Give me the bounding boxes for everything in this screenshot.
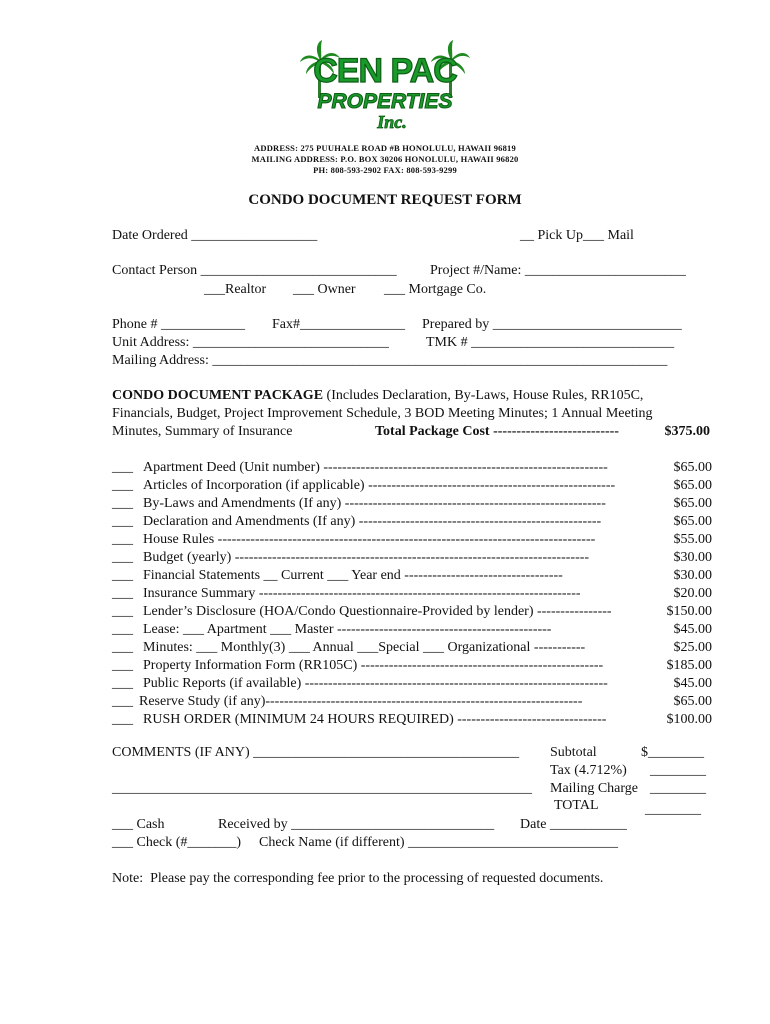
item-label: Financial Statements __ Current ___ Year end ---------------------------------- [143,568,563,583]
mortgage-option[interactable]: ___ Mortgage Co. [384,282,487,297]
check-name-field[interactable]: Check Name (if different) ______________________________ [259,835,619,850]
item-label: Minutes: ___ Monthly(3) ___ Annual ___Special ___ Organizational ----------- [143,640,586,655]
item-price: $65.00 [673,460,712,475]
package-total-label: Total Package Cost --------------------------- [375,424,619,439]
package-heading: CONDO DOCUMENT PACKAGE [112,388,324,403]
package-desc2: Financials, Budget, Project Improvement Schedule, 3 BOD Meeting Minutes; 1 Annual Meeting [112,406,653,421]
item-price: $65.00 [673,514,712,529]
mailing-charge-value[interactable]: ________ [650,781,706,796]
header-mailing: MAILING ADDRESS: P.O. BOX 30206 HONOLULU, HAWAII 96820 [251,154,519,164]
pickup-mail-option[interactable]: __ Pick Up___ Mail [520,228,634,243]
item-checkbox-blank[interactable]: ___ [112,658,133,673]
item-price: $65.00 [673,694,712,709]
item-price: $65.00 [673,478,712,493]
prepared-by-field[interactable]: Prepared by ___________________________ [422,317,682,332]
package-line1 [112,387,643,405]
item-checkbox-blank[interactable]: ___ [112,568,133,583]
header-address: ADDRESS: 275 PUUHALE ROAD #B HONOLULU, HAWAII 96819 [254,143,516,153]
item-checkbox-blank[interactable]: ___ [112,514,133,529]
document-item-row[interactable] [112,459,712,477]
tmk-field[interactable]: TMK # _____________________________ [426,335,675,350]
document-item-row[interactable] [112,711,712,729]
package-desc1: (Includes Declaration, By-Laws, House Rules, RR105C, [323,388,644,403]
realtor-option[interactable]: ___Realtor [204,282,267,297]
item-checkbox-blank[interactable]: ___ [112,478,133,493]
item-checkbox-blank[interactable]: ___ [112,622,133,637]
document-item-row[interactable] [112,495,712,513]
item-label: Lease: ___ Apartment ___ Master ---------------------------------------------- [143,622,552,637]
item-label: Lender’s Disclosure (HOA/Condo Questionnaire-Provided by lender) ---------------- [143,604,612,619]
item-label: Articles of Incorporation (if applicable) ----------------------------------------------------- [143,478,616,493]
document-item-row[interactable] [112,621,712,639]
item-label: Property Information Form (RR105C) ---------------------------------------------------- [143,658,604,673]
document-item-row[interactable] [112,693,712,711]
payment-note: Note: Please pay the corresponding fee prior to the processing of requested documents. [112,871,604,886]
item-label: Reserve Study (if any)-------------------------------------------------------------------- [139,694,583,709]
document-item-row[interactable] [112,639,712,657]
item-price: $185.00 [666,658,712,673]
tax-label: Tax (4.712%) [550,763,627,778]
owner-option[interactable]: ___ Owner [293,282,356,297]
item-checkbox-blank[interactable]: ___ [112,496,133,511]
mailing-address-field[interactable]: Mailing Address: _________________________________________________________________ [112,353,668,368]
comments-line2[interactable]: ____________________________________________________________ [112,781,532,796]
document-item-row[interactable] [112,549,712,567]
item-label: Apartment Deed (Unit number) ------------------------------------------------------------- [143,460,608,475]
item-checkbox-blank[interactable]: ___ [112,676,133,691]
item-label: Budget (yearly) ---------------------------------------------------------------------------- [143,550,590,565]
package-desc3: Minutes, Summary of Insurance [112,424,293,439]
document-item-row[interactable] [112,657,712,675]
comments-field[interactable]: COMMENTS (IF ANY) ______________________________________ [112,745,520,760]
item-price: $30.00 [673,550,712,565]
form-title: CONDO DOCUMENT REQUEST FORM [248,192,522,208]
tax-value[interactable]: ________ [650,763,706,778]
item-checkbox-blank[interactable]: ___ [112,586,133,601]
cash-option[interactable]: ___ Cash [112,817,165,832]
fax-field[interactable]: Fax#_______________ [272,317,405,332]
subtotal-label: Subtotal [550,745,597,760]
item-checkbox-blank[interactable]: ___ [112,604,133,619]
document-item-row[interactable] [112,603,712,621]
item-label: By-Laws and Amendments (If any) -------------------------------------------------------- [143,496,606,511]
logo-line2: PROPERTIES [317,90,453,113]
project-field[interactable]: Project #/Name: _______________________ [430,263,686,278]
item-price: $55.00 [673,532,712,547]
phone-field[interactable]: Phone # ____________ [112,317,245,332]
document-item-row[interactable] [112,531,712,549]
company-logo [300,40,470,135]
item-checkbox-blank[interactable]: ___ [112,460,133,475]
item-label: Declaration and Amendments (If any) ---------------------------------------------------- [143,514,602,529]
item-price: $65.00 [673,496,712,511]
total-label: TOTAL [554,798,599,813]
item-price: $150.00 [666,604,712,619]
item-price: $45.00 [673,622,712,637]
document-item-row[interactable] [112,585,712,603]
subtotal-value[interactable]: $________ [641,745,704,760]
document-item-row[interactable] [112,567,712,585]
item-price: $20.00 [673,586,712,601]
unit-address-field[interactable]: Unit Address: ____________________________ [112,335,389,350]
item-checkbox-blank[interactable]: ___ [112,550,133,565]
item-label: Public Reports (if available) ----------------------------------------------------------------- [143,676,608,691]
item-checkbox-blank[interactable]: ___ [112,712,133,727]
item-price: $100.00 [666,712,712,727]
logo-line3: Inc. [377,112,407,132]
item-price: $30.00 [673,568,712,583]
header-phone: PH: 808-593-2902 FAX: 808-593-9299 [313,165,457,175]
item-price: $45.00 [673,676,712,691]
payment-date-field[interactable]: Date ___________ [520,817,627,832]
item-label: RUSH ORDER (MINIMUM 24 HOURS REQUIRED) -------------------------------- [143,712,607,727]
date-ordered-field[interactable]: Date Ordered __________________ [112,228,318,243]
total-value[interactable]: ________ [645,802,701,817]
item-checkbox-blank[interactable]: ___ [112,694,133,709]
item-checkbox-blank[interactable]: ___ [112,640,133,655]
logo-line1: CEN PAC [313,52,457,90]
contact-person-field[interactable]: Contact Person ____________________________ [112,263,397,278]
document-item-row[interactable] [112,675,712,693]
item-price: $25.00 [673,640,712,655]
item-label: House Rules --------------------------------------------------------------------------------- [143,532,596,547]
item-label: Insurance Summary --------------------------------------------------------------------- [143,586,581,601]
package-total-price: $375.00 [664,424,710,439]
received-by-field[interactable]: Received by _____________________________ [218,817,495,832]
document-item-row[interactable] [112,513,712,531]
mailing-charge-label: Mailing Charge [550,781,639,796]
check-option[interactable]: ___ Check (#_______) [112,835,242,850]
item-checkbox-blank[interactable]: ___ [112,532,133,547]
document-item-row[interactable] [112,477,712,495]
